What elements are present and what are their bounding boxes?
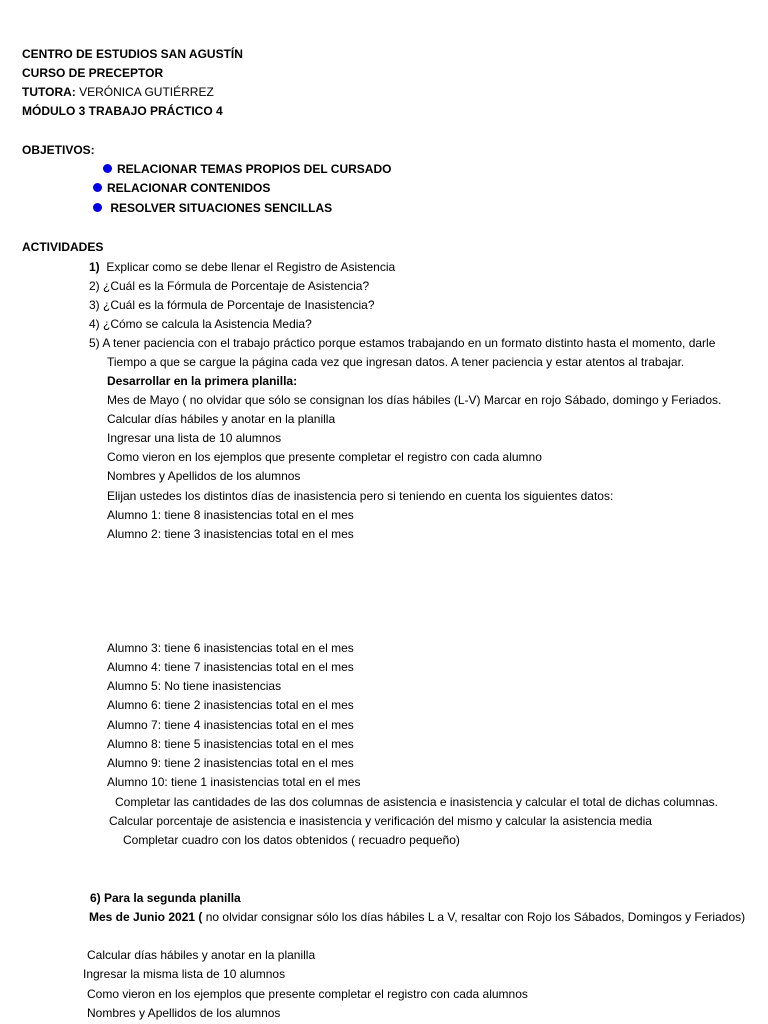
student-line: Alumno 2: tiene 3 inasistencias total en el mes <box>107 527 354 541</box>
student-line: Alumno 3: tiene 6 inasistencias total en el mes <box>107 641 354 655</box>
activity-item-3: 3) ¿Cuál es la fórmula de Porcentaje de Inasistencia? <box>89 298 375 312</box>
objective-item: RELACIONAR TEMAS PROPIOS DEL CURSADO <box>103 162 391 176</box>
instruction-line: Calcular porcentaje de asistencia e inasistencia y verificación del mismo y calcular la asistencia media <box>109 814 652 828</box>
tutor-name: VERÓNICA GUTIÉRREZ <box>75 85 214 99</box>
student-line: Alumno 8: tiene 5 inasistencias total en el mes <box>107 737 354 751</box>
school-name: CENTRO DE ESTUDIOS SAN AGUSTÍN <box>22 47 243 61</box>
activity-item-4: 4) ¿Cómo se calcula la Asistencia Media? <box>89 317 312 331</box>
student-line: Alumno 9: tiene 2 inasistencias total en el mes <box>107 756 354 770</box>
student-line: Alumno 1: tiene 8 inasistencias total en el mes <box>107 508 354 522</box>
student-line: Alumno 4: tiene 7 inasistencias total en el mes <box>107 660 354 674</box>
course-name: CURSO DE PRECEPTOR <box>22 66 164 80</box>
bullet-icon <box>103 164 112 173</box>
instruction-line: Completar las cantidades de las dos columnas de asistencia e inasistencia y calcular el total de dichas columnas. <box>115 795 718 809</box>
instruction-line: Ingresar la misma lista de 10 alumnos <box>83 967 286 981</box>
instruction-line: Completar cuadro con los datos obtenidos ( recuadro pequeño) <box>123 833 460 847</box>
activity-item-1: 1) Explicar como se debe llenar el Registro de Asistencia <box>89 260 396 274</box>
objectives-title: OBJETIVOS: <box>22 143 95 157</box>
student-line: Alumno 10: tiene 1 inasistencias total en el mes <box>107 775 361 789</box>
tutor-label: TUTORA: <box>22 85 76 99</box>
instruction-line: Mes de Mayo ( no olvidar que sólo se consignan los días hábiles (L-V) Marcar en rojo Sábado, domingo y Feriados. <box>107 393 722 407</box>
bullet-icon <box>93 183 102 192</box>
objective-item: RESOLVER SITUACIONES SENCILLAS <box>93 201 332 215</box>
objective-item: RELACIONAR CONTENIDOS <box>93 181 270 195</box>
first-sheet-title: Desarrollar en la primera planilla: <box>107 374 298 388</box>
tutor-line <box>22 85 214 99</box>
activity-item-2: 2) ¿Cuál es la Fórmula de Porcentaje de Asistencia? <box>89 279 370 293</box>
june-instruction: Mes de Junio 2021 ( no olvidar consignar sólo los días hábiles L a V, resaltar con Rojo los Sábados, Domingos y Feriados) <box>89 910 746 924</box>
module-title: MÓDULO 3 TRABAJO PRÁCTICO 4 <box>22 104 223 118</box>
instruction-line: Nombres y Apellidos de los alumnos <box>87 1006 281 1020</box>
instruction-line: Calcular días hábiles y anotar en la planilla <box>107 412 336 426</box>
student-line: Alumno 6: tiene 2 inasistencias total en el mes <box>107 698 354 712</box>
instruction-line: Nombres y Apellidos de los alumnos <box>107 469 301 483</box>
instruction-line: Como vieron en los ejemplos que presente completar el registro con cada alumnos <box>87 987 528 1001</box>
student-line: Alumno 7: tiene 4 inasistencias total en el mes <box>107 718 354 732</box>
instruction-line: Calcular días hábiles y anotar en la planilla <box>87 948 316 962</box>
activities-title: ACTIVIDADES <box>22 240 104 254</box>
instruction-line: Ingresar una lista de 10 alumnos <box>107 431 282 445</box>
instruction-line: Elijan ustedes los distintos días de inasistencia pero si teniendo en cuenta los siguientes datos: <box>107 489 614 503</box>
instruction-line: Como vieron en los ejemplos que presente completar el registro con cada alumno <box>107 450 542 464</box>
bullet-icon <box>93 203 102 212</box>
activity-item-5-continued: Tiempo a que se cargue la página cada vez que ingresan datos. A tener paciencia y estar atentos al trabajar. <box>107 355 685 369</box>
activity-item-5: 5) A tener paciencia con el trabajo práctico porque estamos trabajando en un formato distinto hasta el momento, darle <box>89 336 716 350</box>
student-line: Alumno 5: No tiene inasistencias <box>107 679 282 693</box>
activity-item-6: 6) Para la segunda planilla <box>90 891 241 905</box>
